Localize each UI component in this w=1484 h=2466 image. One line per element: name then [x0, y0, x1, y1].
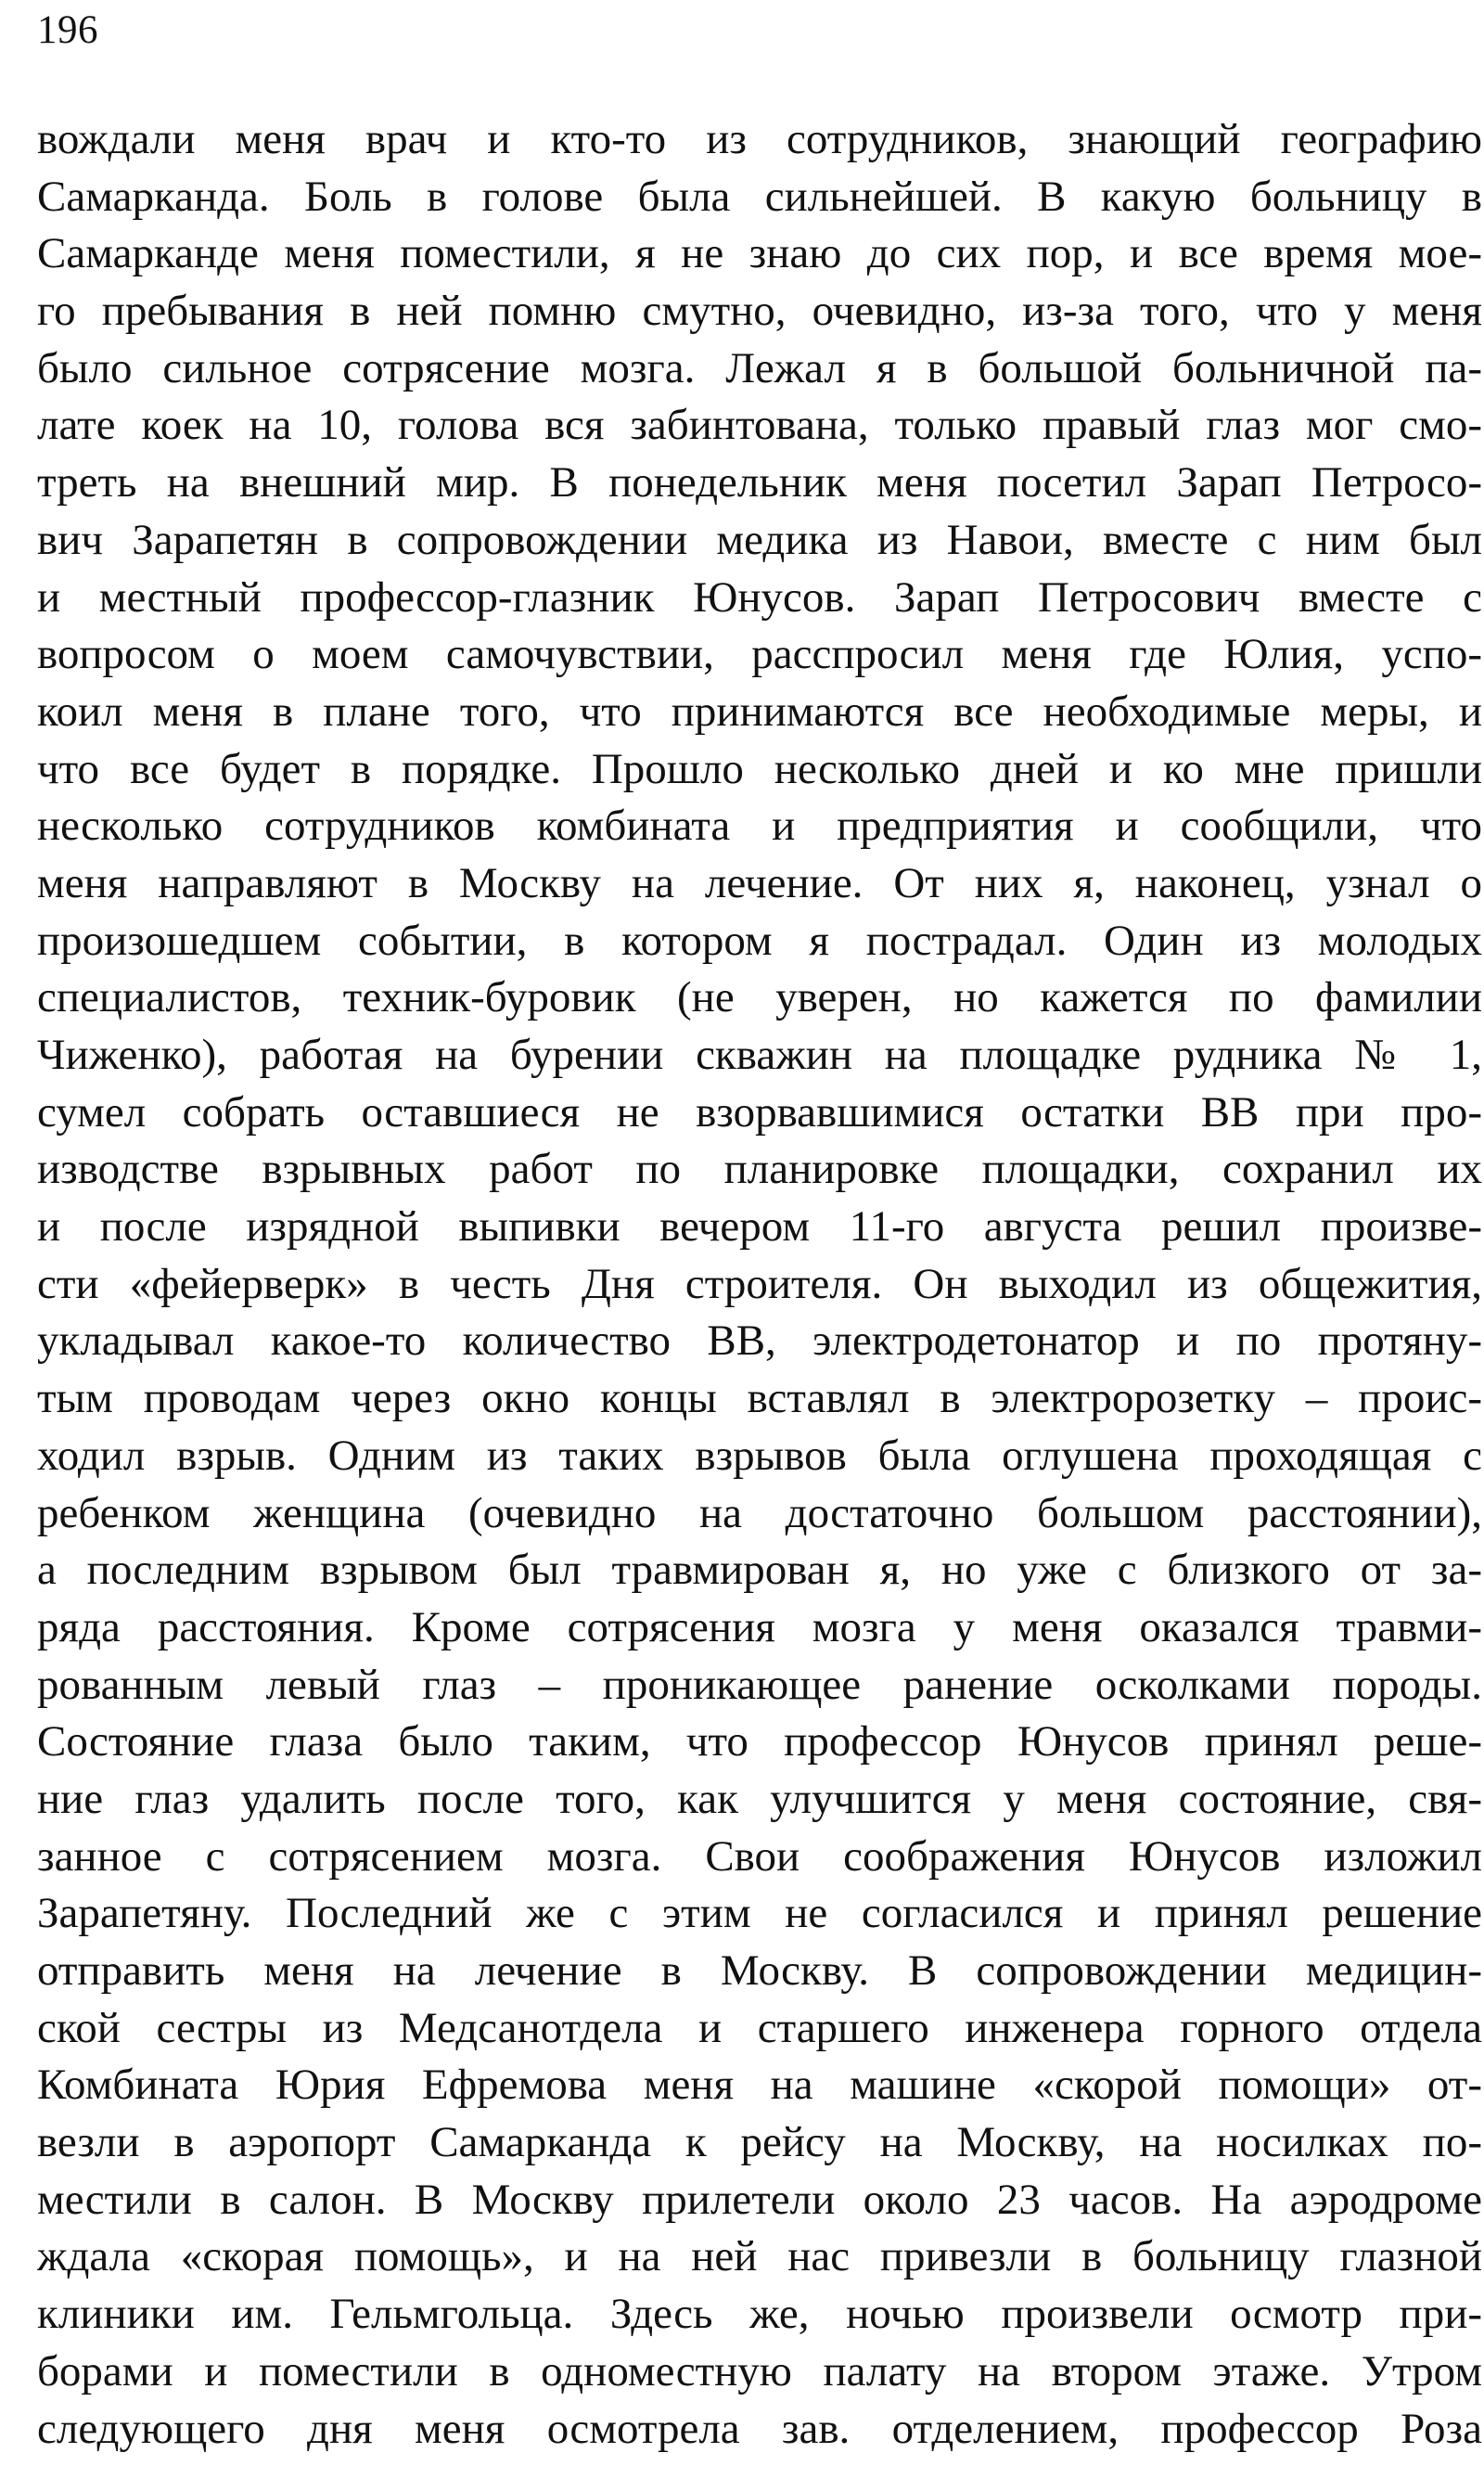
text-line: вопросом о моем самочувствии, расспросил меня где Юлия, успо- — [37, 630, 1482, 679]
text-line: и местный профессор-глазник Юнусов. Зарап Петросович вместе с — [37, 572, 1482, 622]
text-line: борами и поместили в одноместную палату на втором этаже. Утром — [37, 2346, 1482, 2395]
text-line: Самарканде меня поместили, я не знаю до сих пор, и все время мое- — [37, 229, 1482, 278]
text-line: Комбината Юрия Ефремова меня на машине «скорой помощи» от- — [37, 2061, 1482, 2110]
text-line: изводстве взрывных работ по планировке площадки, сохранил их — [37, 1145, 1482, 1194]
text-line: Чиженко), работая на бурении скважин на площадке рудника № 1, — [37, 1031, 1482, 1079]
text-line: отправить меня на лечение в Москву. В сопровождении медицин- — [37, 1946, 1482, 1995]
text-line: коил меня в плане того, что принимаются все необходимые меры, и — [37, 687, 1482, 736]
text-line: а последним взрывом был травмирован я, но уже с близкого от за- — [37, 1546, 1482, 1595]
text-line: сумел собрать оставшиеся не взорвавшимися остатки ВВ при про- — [37, 1087, 1482, 1137]
text-line: везли в аэропорт Самарканда к рейсу на Москву, на носилках по- — [37, 2118, 1482, 2167]
text-line: что все будет в порядке. Прошло несколько дней и ко мне пришли — [37, 744, 1482, 793]
body-text — [37, 111, 1482, 2458]
text-line: занное с сотрясением мозга. Свои соображения Юнусов изложил — [37, 1831, 1482, 1881]
text-line: Самарканда. Боль в голове была сильнейшей. В какую больницу в — [37, 172, 1482, 221]
text-line: местили в салон. В Москву прилетели около 23 часов. На аэродроме — [37, 2175, 1482, 2224]
text-line: Зарапетяну. Последний же с этим не согласился и принял решение — [37, 1889, 1482, 1938]
text-line: сти «фейерверк» в честь Дня строителя. Он выходил из общежития, — [37, 1259, 1482, 1308]
text-line: укладывал какое-то количество ВВ, электродетонатор и по протяну- — [37, 1316, 1482, 1366]
text-line: рованным левый глаз – проникающее ранение осколками породы. — [37, 1660, 1482, 1709]
page-number: 196 — [37, 8, 98, 52]
text-line: вич Зарапетян в сопровождении медика из Навои, вместе с ним был — [37, 515, 1482, 564]
text-line: треть на внешний мир. В понедельник меня посетил Зарап Петросо- — [37, 458, 1482, 507]
text-line: ждала «скорая помощь», и на ней нас привезли в больницу глазной — [37, 2232, 1482, 2281]
text-line: и после изрядной выпивки вечером 11-го августа решил произве- — [37, 1202, 1482, 1252]
text-line: было сильное сотрясение мозга. Лежал я в большой больничной па- — [37, 343, 1482, 392]
text-line: произошедшем событии, в котором я пострадал. Один из молодых — [37, 916, 1482, 965]
text-line: меня направляют в Москву на лечение. От них я, наконец, узнал о — [37, 858, 1482, 907]
text-line: тым проводам через окно концы вставлял в электророзетку – проис- — [37, 1374, 1482, 1423]
text-line: Состояние глаза было таким, что профессор Юнусов принял реше- — [37, 1717, 1482, 1766]
text-line: вождали меня врач и кто-то из сотрудников, знающий географию — [37, 115, 1482, 163]
text-line: ской сестры из Медсанотдела и старшего инженера горного отдела — [37, 2003, 1482, 2052]
text-line: ходил взрыв. Одним из таких взрывов была оглушена проходящая с — [37, 1431, 1482, 1480]
text-line: ряда расстояния. Кроме сотрясения мозга у меня оказался травми- — [37, 1602, 1482, 1651]
text-line: ребенком женщина (очевидно на достаточно большом расстоянии), — [37, 1488, 1482, 1537]
text-line: го пребывания в ней помню смутно, очевидно, из-за того, что у меня — [37, 287, 1482, 336]
text-line: несколько сотрудников комбината и предприятия и сообщили, что — [37, 802, 1482, 851]
text-line: клиники им. Гельмгольца. Здесь же, ночью произвели осмотр при- — [37, 2290, 1482, 2339]
text-line: следующего дня меня осмотрела зав. отделением, профессор Роза — [37, 2404, 1482, 2453]
text-line: лате коек на 10, голова вся забинтована, только правый глаз мог смо- — [37, 401, 1482, 450]
text-line: специалистов, техник-буровик (не уверен, но кажется по фамилии — [37, 973, 1482, 1022]
text-line: ние глаз удалить после того, как улучшится у меня состояние, свя- — [37, 1774, 1482, 1823]
